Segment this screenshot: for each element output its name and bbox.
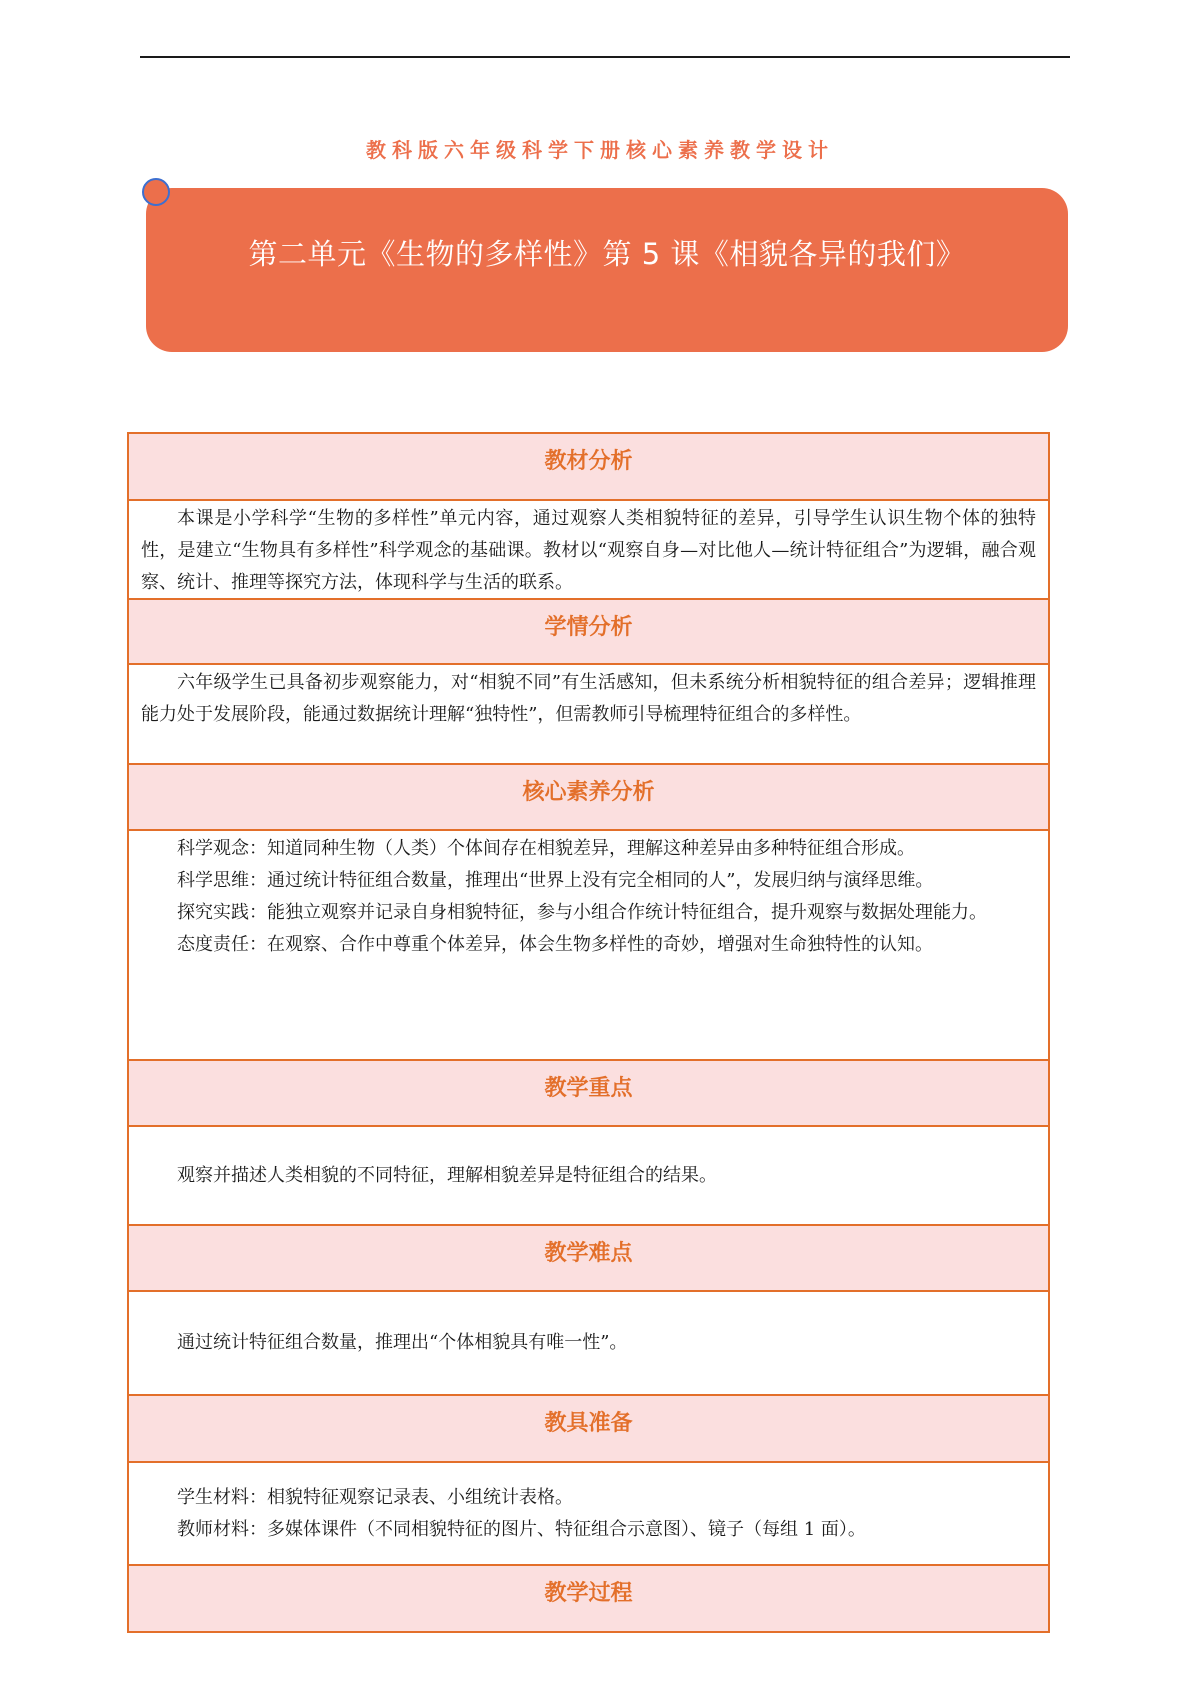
paragraph: 通过统计特征组合数量，推理出“个体相貌具有唯一性”。 [177, 1332, 628, 1353]
paragraph: 探究实践：能独立观察并记录自身相貌特征，参与小组合作统计特征组合，提升观察与数据处理能力。 [177, 902, 987, 923]
lesson-banner [146, 188, 1068, 352]
section-body-textbook-analysis [129, 501, 1048, 600]
lesson-plan-table [127, 432, 1050, 1633]
section-header-teaching-process: 教学过程 [129, 1566, 1048, 1631]
section-body-key-points [129, 1127, 1048, 1226]
section-body-student-analysis [129, 665, 1048, 765]
section-header-student-analysis: 学情分析 [129, 600, 1048, 665]
top-rule [140, 56, 1070, 58]
section-header-difficulties: 教学难点 [129, 1226, 1048, 1292]
banner-circle-decoration [142, 178, 170, 206]
paragraph: 观察并描述人类相貌的不同特征，理解相貌差异是特征组合的结果。 [177, 1164, 717, 1186]
section-body-materials [129, 1463, 1048, 1566]
section-header-key-points: 教学重点 [129, 1061, 1048, 1127]
paragraph: 学生材料：相貌特征观察记录表、小组统计表格。 [177, 1486, 573, 1508]
paragraph: 六年级学生已具备初步观察能力，对“相貌不同”有生活感知，但未系统分析相貌特征的组合差异；逻辑推理能力处于发展阶段，能通过数据统计理解“独特性”，但需教师引导梳理特征组合的多样性。 [141, 672, 1036, 725]
paragraph: 态度责任：在观察、合作中尊重个体差异，体会生物多样性的奇妙，增强对生命独特性的认知。 [177, 934, 933, 955]
paragraph: 教师材料：多媒体课件（不同相貌特征的图片、特征组合示意图）、镜子（每组 1 面）。 [177, 1518, 866, 1540]
section-body-core-literacy [129, 831, 1048, 1061]
section-header-materials: 教具准备 [129, 1396, 1048, 1463]
paragraph: 科学观念：知道同种生物（人类）个体间存在相貌差异，理解这种差异由多种特征组合形成。 [177, 838, 915, 859]
section-header-textbook-analysis: 教材分析 [129, 434, 1048, 501]
series-title: 教科版六年级科学下册核心素养教学设计 [366, 138, 834, 162]
paragraph: 科学思维：通过统计特征组合数量，推理出“世界上没有完全相同的人”，发展归纳与演绎思维。 [177, 870, 934, 891]
section-header-core-literacy: 核心素养分析 [129, 765, 1048, 831]
section-body-difficulties [129, 1292, 1048, 1396]
lesson-title: 第二单元《生物的多样性》第 5 课《相貌各异的我们》 [248, 236, 966, 271]
paragraph: 本课是小学科学“生物的多样性”单元内容，通过观察人类相貌特征的差异，引导学生认识生物个体的独特性，是建立“生物具有多样性”科学观念的基础课。教材以“观察自身—对比他人—统计特征组合”为逻辑，融合观察、统计、推理等探究方法，体现科学与生活的联系。 [141, 508, 1036, 593]
